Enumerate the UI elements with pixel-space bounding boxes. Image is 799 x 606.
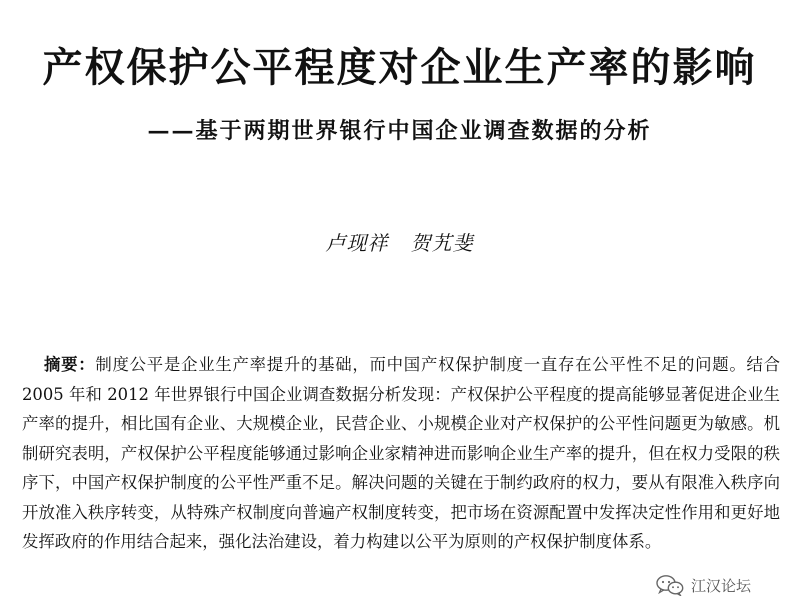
watermark-text: 江汉论坛 [691,576,752,595]
author-name: 贺艽斐 [410,231,474,255]
watermark [655,572,751,598]
paper-subtitle: ——基于两期世界银行中国企业调查数据的分析 [147,118,652,144]
author-name: 卢现祥 [325,231,389,255]
paper-title: 产权保护公平程度对企业生产率的影响 [42,44,757,91]
wechat-icon [655,574,685,596]
author-list [0,229,799,257]
abstract [22,350,780,557]
abstract-label: 摘要： [44,355,96,374]
abstract-text: 制度公平是企业生产率提升的基础，而中国产权保护制度一直存在公平性不足的问题。结合 2005 年和 2012 年世界银行中国企业调查数据分析发现：产权保护公平程度的提高能够显著促进企业生产率的提升，相比国有企业、大规模企业，民营企业、小规模企业对产权保护的公平性问题更为敏感。机制研究表明，产权保护公平程度能够通过影响企业家精神进而影响企业生产率的提升，但在权力受限的秩序下，中国产权保护制度的公平性严重不足。解决问题的关键在于制约政府的权力，要从有限准入秩序向开放准入秩序转变，从特殊产权制度向普遍产权制度转变，把市场在资源配置中发挥决定性作用和更好地发挥政府的作用结合起来，强化法治建设，着力构建以公平为原则的产权保护制度体系。 [22,355,781,551]
